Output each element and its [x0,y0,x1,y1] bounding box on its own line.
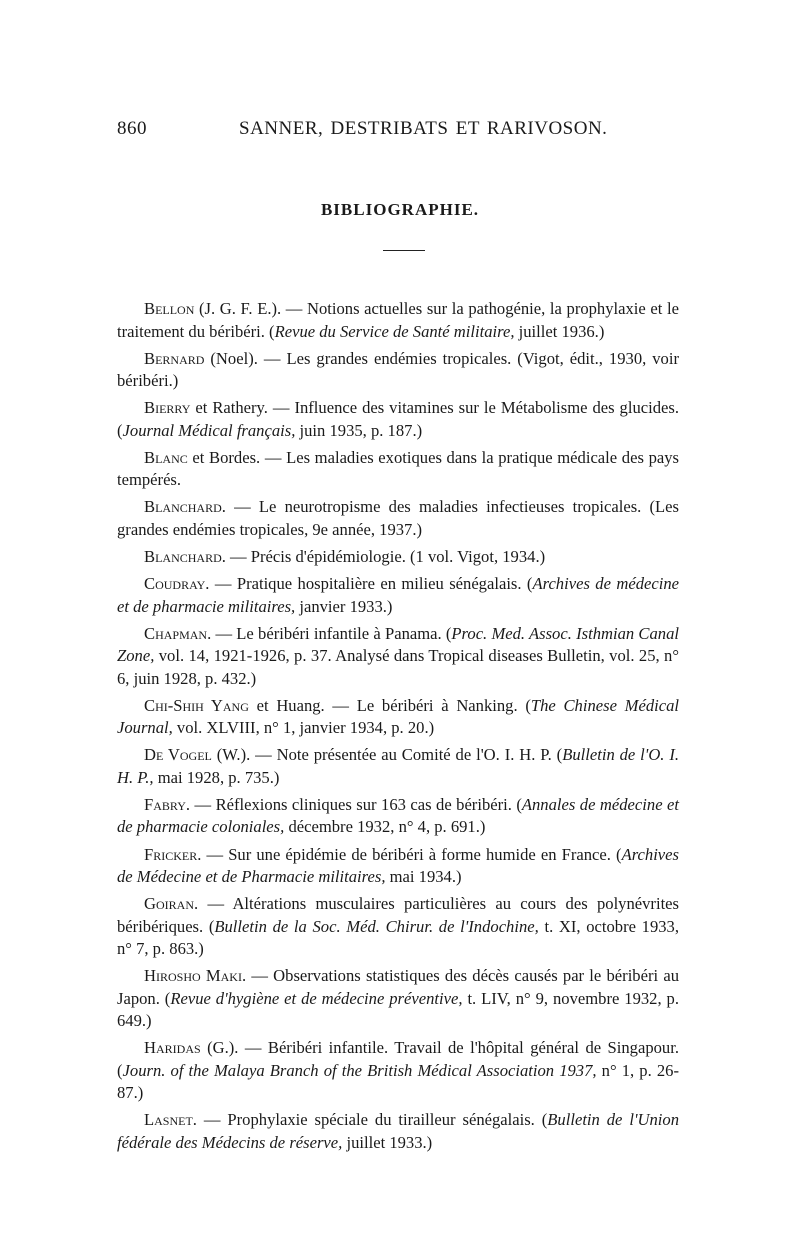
entry-journal: Proc. Med. Assoc. Isthmian Canal Zone, [117,623,679,666]
entry-text: Précis d'épidémiologie. (1 vol. Vigot, 1934.) [250,546,546,566]
page-number: 860 [117,118,147,139]
entry-tail: t. XI, octobre 1933, n° 7, p. 863.) [117,916,679,959]
entry-journal: Bulletin de l'O. I. H. P., [117,745,680,787]
entry-tail: juin 1935, p. 187.) [295,420,423,440]
entry-tail: décembre 1932, n° 4, p. 691.) [284,817,486,837]
entry-text: Pratique hospitalière en milieu sénégalais. ( [236,574,533,594]
entry-text: Bordes. — Les maladies exotiques dans la pratique médicale des pays tempérés. [117,447,679,490]
entry-author: Chapman. [144,623,212,643]
entry-tail: mai 1934.) [385,867,462,887]
bibliography-entry [117,397,679,442]
entry-author: Hirosho Maki. [144,966,247,986]
entry-text: Sur une épidémie de béribéri à forme humide en France. ( [228,844,622,864]
entry-text: Notions actuelles sur la pathogénie, la prophylaxie et le traitement du béribéri. ( [117,299,679,341]
bibliography-entry [117,573,679,618]
entry-separator: — [225,546,251,566]
entry-author: Lasnet. [144,1110,197,1130]
entry-author: Blanchard. [144,546,226,566]
bibliography-entry [117,794,679,839]
entry-journal: Bulletin de l'Union fédérale des Médecins de réserve, [117,1110,680,1152]
bibliography-entry [117,546,679,569]
entry-text: Altérations musculaires particulières au cours des polynévrites béribériques. ( [117,894,680,936]
entry-separator: — [246,966,274,986]
entry-text: Prophylaxie spéciale du tirailleur sénégalais. ( [227,1110,548,1130]
bibliography-entry [117,844,679,889]
bibliography-entry [117,744,679,789]
entry-text: Réflexions cliniques sur 163 cas de béribéri. ( [215,794,522,814]
bibliography-entry [117,965,679,1033]
bibliography-entry [117,695,679,740]
section-title: BIBLIOGRAPHIE. [320,200,480,219]
entry-tail: t. LIV, n° 9, novembre 1932, p. 649.) [117,988,679,1031]
entry-text: Le béribéri infantile à Panama. ( [236,623,452,643]
entry-text: Huang. — Le béribéri à Nanking. ( [276,695,531,715]
entry-separator: — [211,623,237,643]
bibliography-entry [117,1109,679,1154]
entry-separator: — [198,894,233,914]
entry-author: Blanchard. [144,497,226,517]
entry-journal: Bulletin de la Soc. Méd. Chirur. de l'Indochine, [214,916,539,936]
entry-tail: n° 1, p. 26-87.) [117,1060,679,1103]
bibliography-entry [117,298,679,343]
entry-separator: — [209,574,237,594]
entry-journal: Journ. of the Malaya Branch of the British Médical Association 1937, [122,1060,597,1080]
bibliography-entry [117,348,679,393]
entry-tail: mai 1928, p. 735.) [153,767,280,787]
running-head-authors: SANNER, DESTRIBATS ET RARIVOSON. [239,118,608,139]
entry-text: Le neurotropisme des maladies infectieuses tropicales. (Les grandes endémies tropicales, 9e année, 1937.) [117,497,679,539]
entry-author: Blanc [144,447,188,467]
entry-separator: — [196,1110,228,1130]
entry-separator: — [225,497,259,517]
entry-text: Observations statistiques des décès causés par le béribéri au Japon. ( [117,966,679,1008]
entry-author: Fabry. [144,794,191,814]
title-rule [383,250,425,251]
entry-author: Bellon (J. G. F. E.). [144,299,282,318]
bibliography-entry [117,893,679,961]
entry-text: Rathery. — Influence des vitamines sur le Métabolisme des glucides. ( [117,398,679,440]
entry-journal: Journal Médical français, [122,420,296,440]
entry-author: Fricker. [144,844,202,864]
entry-separator: et [187,447,210,467]
entry-journal: Revue du Service de Santé militaire, [274,321,515,341]
entry-author: Chi-Shih Yang [144,695,249,715]
entry-separator: et [190,398,213,418]
entry-tail: vol. XLVIII, n° 1, janvier 1934, p. 20.) [172,718,435,738]
entry-text: (G.). — Béribéri infantile. Travail de l'hôpital général de Singapour. ( [117,1038,679,1080]
entry-author: De Vogel [144,745,212,765]
entry-journal: Annales de médecine et de pharmacie coloniales, [117,794,679,837]
entry-text: (W.). — Note présentée au Comité de l'O. I. H. P. ( [216,745,563,765]
entry-journal: Revue d'hygiène et de médecine préventive, [170,988,463,1008]
entry-tail: vol. 14, 1921-1926, p. 37. Analysé dans Tropical diseases Bulletin, vol. 25, n° 6, juin 1928, p. 432.) [117,646,679,688]
entry-separator: — [190,794,216,814]
entry-author: Haridas [144,1038,201,1058]
entry-author: Bierry [144,398,191,418]
bibliography-entry [117,447,679,492]
bibliography-entry [117,623,679,691]
entry-tail: juillet 1936.) [514,321,605,341]
entry-text: (Noel). — Les grandes endémies tropicales. (Vigot, édit., 1930, voir béribéri.) [117,348,679,391]
bibliography-list [117,298,679,1159]
entry-separator: et [248,695,277,715]
entry-tail: juillet 1933.) [342,1132,433,1152]
entry-journal: The Chinese Médical Journal, [117,695,680,738]
entry-separator: — [201,844,229,864]
bibliography-entry [117,1037,679,1105]
entry-separator: — [281,299,307,318]
entry-journal: Archives de médecine et de pharmacie militaires, [117,574,680,616]
bibliography-entry [117,496,679,541]
entry-author: Goiran. [144,894,199,914]
entry-journal: Archives de Médecine et de Pharmacie militaires, [117,844,680,887]
running-head [117,118,682,142]
entry-author: Bernard [144,348,205,368]
entry-author: Coudray. [144,574,210,594]
entry-tail: janvier 1933.) [295,596,393,616]
